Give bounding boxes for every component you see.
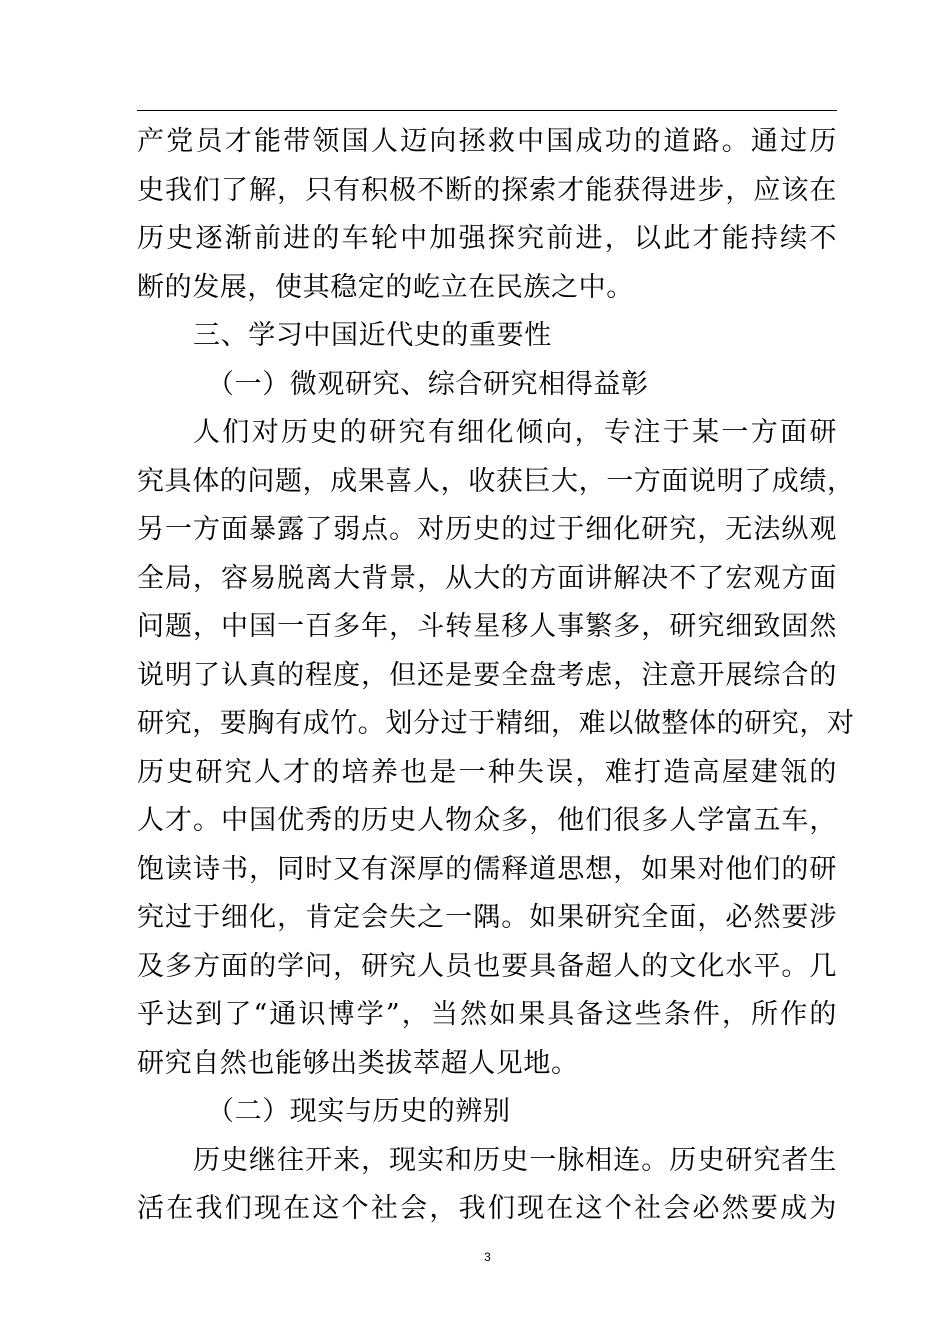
text-line: 人们对历史的研究有细化倾向，专注于某一方面研 [193, 417, 837, 448]
text-line: 究过于细化，肯定会失之一隅。如果研究全面，必然要涉 [137, 902, 837, 933]
subsection-heading: （一）微观研究、综合研究相得益彰 [207, 368, 649, 400]
body-text [137, 118, 855, 1234]
text-line: 活在我们现在这个社会，我们现在这个社会必然要成为 [137, 1193, 837, 1224]
page-number: 3 [484, 1250, 491, 1264]
text-line: 历史继往开来，现实和历史一脉相连。历史研究者生 [193, 1144, 837, 1176]
header-rule [137, 110, 837, 111]
text-line: 历史研究人才的培养也是一种失误，难打造高屋建瓴的 [137, 756, 837, 788]
text-line: 产党员才能带领国人迈向拯救中国成功的道路。通过历 [137, 126, 837, 157]
text-line: 研究自然也能够出类拔萃超人见地。 [137, 1047, 579, 1079]
text-line: 断的发展，使其稳定的屹立在民族之中。 [137, 271, 634, 303]
text-line: 问题，中国一百多年，斗转星移人事繁多，研究细致固然 [137, 611, 837, 642]
text-line: 及多方面的学问，研究人员也要具备超人的文化水平。几 [137, 950, 837, 982]
text-line: 说明了认真的程度，但还是要全盘考虑，注意开展综合的 [137, 659, 837, 691]
text-line: 历史逐渐前进的车轮中加强探究前进，以此才能持续不 [137, 223, 837, 254]
text-line: 另一方面暴露了弱点。对历史的过于细化研究，无法纵观 [137, 514, 837, 545]
subsection-heading: （二）现实与历史的辨别 [207, 1096, 511, 1127]
text-line: 究具体的问题，成果喜人，收获巨大，一方面说明了成绩， [137, 465, 855, 497]
text-line: 饱读诗书，同时又有深厚的儒释道思想，如果对他们的研 [137, 853, 837, 885]
text-line: 全局，容易脱离大背景，从大的方面讲解决不了宏观方面 [137, 562, 837, 594]
text-line: 史我们了解，只有积极不断的探索才能获得进步，应该在 [137, 174, 837, 206]
text-line: 人才。中国优秀的历史人物众多，他们很多人学富五车， [137, 805, 837, 836]
text-line: 研究，要胸有成竹。划分过于精细，难以做整体的研究，对 [137, 708, 855, 739]
section-heading: 三、学习中国近代史的重要性 [193, 320, 552, 351]
text-line: 乎达到了“通识博学”，当然如果具备这些条件，所作的 [137, 999, 837, 1030]
